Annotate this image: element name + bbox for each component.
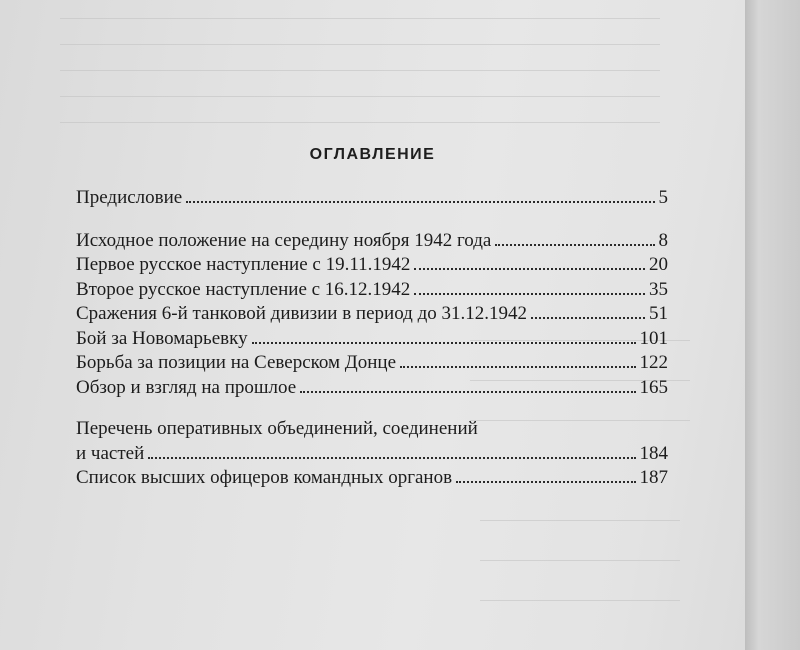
section-spacer [76,400,668,417]
toc-entry-title: Второе русское наступление с 16.12.1942 [76,278,411,300]
toc-entry[interactable] [76,253,668,278]
dot-leader [531,317,645,319]
toc-entry-title: Список высших офицеров командных органов [76,467,453,488]
toc-entry-page: 20 [649,254,668,275]
toc-entry[interactable] [76,229,668,254]
toc-entry-page: 5 [658,187,668,208]
toc-entry[interactable] [76,186,668,211]
toc-entry[interactable] [76,327,668,352]
show-through-line [60,96,660,97]
toc-entry-title-line1: Перечень оперативных объединений, соединений [76,418,478,439]
show-through-line [60,122,660,123]
show-through-line [480,560,680,561]
dot-leader [252,342,636,344]
toc-entry[interactable] [76,278,668,303]
toc-entry-page: 101 [639,327,668,349]
toc-entry-page: 35 [649,278,668,300]
dot-leader [414,293,645,295]
toc-entry-page: 8 [658,229,668,251]
toc-entry-title: Бой за Новомарьевку [76,327,248,349]
section-spacer [76,211,668,229]
toc-entry[interactable] [76,302,668,327]
toc-entry-title: Первое русское наступление с 19.11.1942 [76,254,411,275]
toc-entry-title: Борьба за позиции на Северском Донце [76,352,397,373]
show-through-line [480,520,680,521]
toc-entry-title: Исходное положение на середину ноября 1942 года [76,229,492,251]
toc-entry-title: Предисловие [76,187,183,208]
toc-entry-page: 184 [639,442,668,464]
toc-entry-page: 51 [649,303,668,324]
toc-entry-page: 187 [639,467,668,488]
toc-entry-title: и частей [76,442,145,464]
toc-entry-page: 122 [639,352,668,373]
toc-entry[interactable] [76,442,668,467]
toc-heading: ОГЛАВЛЕНИЕ [309,146,436,163]
toc-entry[interactable] [76,466,668,491]
dot-leader [495,244,654,246]
dot-leader [186,201,654,203]
toc-entry-page: 165 [639,376,668,398]
dot-leader [400,366,635,368]
dot-leader [300,391,635,393]
adjacent-page-edge [745,0,800,650]
table-of-contents [76,186,668,491]
toc-entry-title: Сражения 6-й танковой дивизии в период до 31.12.1942 [76,303,527,324]
dot-leader [456,481,635,483]
dot-leader [148,457,635,459]
toc-entry[interactable] [76,376,668,401]
show-through-line [480,600,680,601]
toc-entry-title: Обзор и взгляд на прошлое [76,376,297,398]
toc-entry[interactable] [76,351,668,376]
show-through-line [60,44,660,45]
show-through-line [60,18,660,19]
show-through-line [60,70,660,71]
dot-leader [414,268,645,270]
